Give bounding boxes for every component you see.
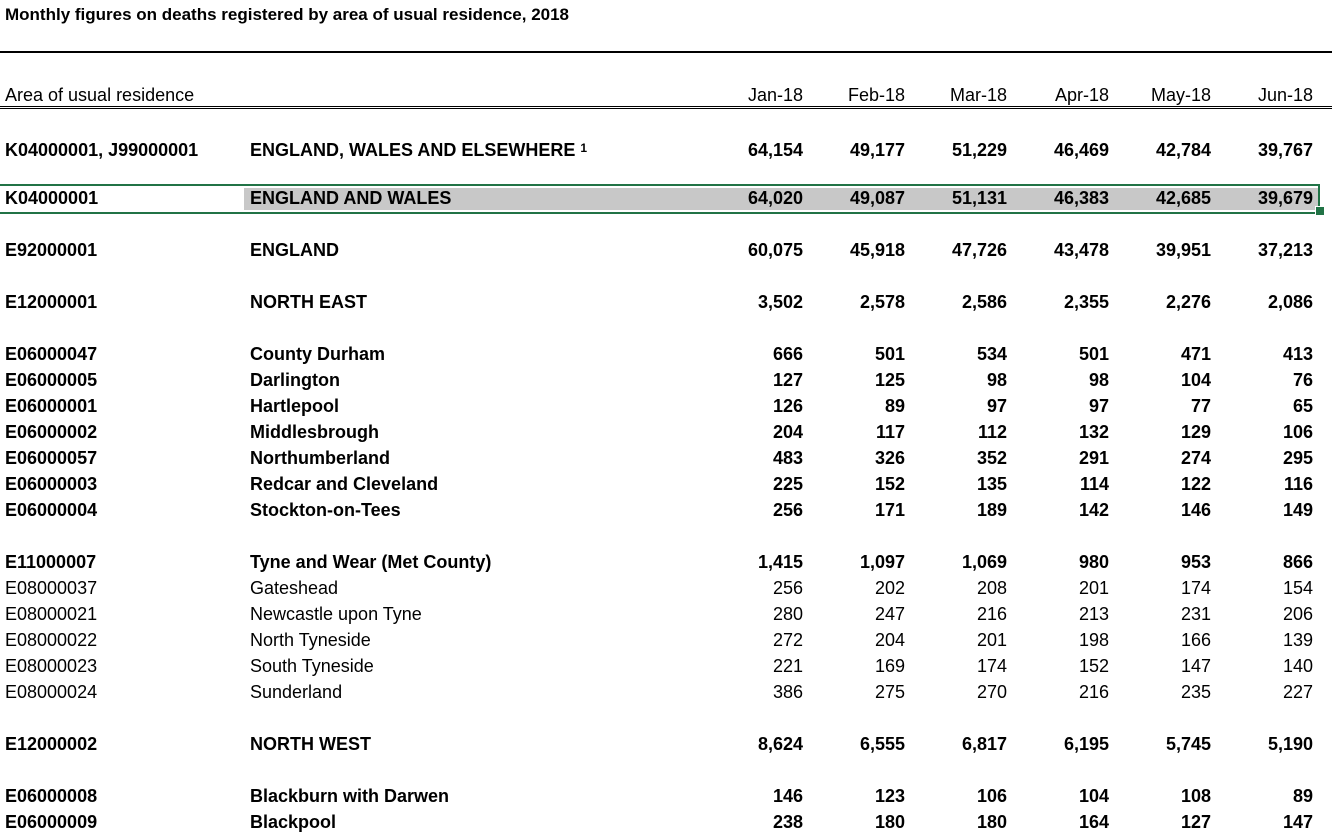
area-name-cell[interactable]: ENGLAND AND WALES [250,188,452,208]
sheet-title: Monthly figures on deaths registered by area of usual residence, 2018 [5,5,570,24]
value-cell[interactable]: 189 [976,500,1007,520]
table-row[interactable] [0,393,1332,419]
value-cell[interactable]: 166 [1180,630,1211,650]
value-cell[interactable]: 49,177 [849,140,905,160]
value-cell[interactable]: 206 [1282,604,1313,624]
area-code-cell[interactable]: E06000004 [5,500,98,520]
area-code-cell[interactable]: E06000002 [5,422,98,442]
area-name-cell[interactable]: Blackburn with Darwen [250,786,450,806]
value-cell[interactable]: 76 [1292,370,1313,390]
value-cell[interactable]: 135 [976,474,1007,494]
area-name-cell[interactable] [250,137,587,165]
value-cell[interactable]: 39,767 [1257,140,1313,160]
value-cell[interactable]: 154 [1282,578,1313,598]
value-cell[interactable]: 117 [875,422,905,442]
value-cell[interactable]: 953 [1180,552,1211,572]
value-cell[interactable]: 139 [1282,630,1313,650]
value-cell[interactable]: 201 [976,630,1007,650]
value-cell[interactable]: 125 [874,370,905,390]
area-name-cell[interactable]: Stockton-on-Tees [250,500,401,520]
value-cell[interactable]: 146 [1180,500,1211,520]
value-cell[interactable]: 97 [986,396,1007,416]
value-cell[interactable]: 146 [772,786,803,806]
area-code-cell[interactable]: E08000024 [5,682,98,702]
value-cell[interactable]: 204 [874,630,905,650]
area-name-text: ENGLAND, WALES AND ELSEWHERE [250,140,576,160]
header-divider [0,106,1332,109]
value-cell[interactable]: 235 [1180,682,1211,702]
value-cell[interactable]: 2,586 [961,292,1007,312]
value-cell[interactable]: 221 [772,656,803,676]
value-cell[interactable]: 122 [1180,474,1211,494]
value-cell[interactable]: 225 [772,474,803,494]
value-cell[interactable]: 1,069 [961,552,1007,572]
area-code-cell[interactable]: E06000005 [5,370,98,390]
value-cell[interactable]: 127 [772,370,803,390]
value-cell[interactable]: 60,075 [747,240,803,260]
value-cell[interactable]: 106 [1282,422,1313,442]
area-code-cell[interactable]: E08000022 [5,630,98,650]
value-cell[interactable]: 275 [874,682,905,702]
value-cell[interactable]: 213 [1078,604,1109,624]
value-cell[interactable]: 227 [1282,682,1313,702]
area-name-cell[interactable]: Newcastle upon Tyne [250,604,422,624]
value-cell[interactable]: 43,478 [1053,240,1109,260]
table-row[interactable] [0,809,1332,835]
value-cell[interactable]: 501 [874,344,905,364]
value-cell[interactable]: 3,502 [757,292,803,312]
value-cell[interactable]: 42,685 [1155,188,1211,208]
value-cell[interactable]: 129 [1180,422,1211,442]
area-name-cell[interactable]: Redcar and Cleveland [250,474,439,494]
value-cell[interactable]: 147 [1282,812,1313,832]
table-row[interactable] [0,783,1332,809]
value-cell[interactable]: 216 [1078,682,1109,702]
value-cell[interactable]: 104 [1078,786,1109,806]
value-cell[interactable]: 45,918 [849,240,905,260]
value-cell[interactable]: 8,624 [757,734,803,754]
value-cell[interactable]: 980 [1078,552,1109,572]
value-cell[interactable]: 180 [874,812,905,832]
value-cell[interactable]: 352 [976,448,1007,468]
value-cell[interactable]: 164 [1078,812,1109,832]
table-row[interactable] [0,367,1332,393]
area-code-cell[interactable]: E06000009 [5,812,98,832]
value-cell[interactable]: 89 [884,396,905,416]
value-cell[interactable]: 201 [1078,578,1109,598]
value-cell[interactable]: 77 [1190,396,1211,416]
table-row[interactable] [0,653,1332,679]
area-name-cell[interactable]: Gateshead [250,578,339,598]
area-code-cell[interactable]: E12000001 [5,292,98,312]
value-cell[interactable]: 1,415 [757,552,803,572]
area-name-cell[interactable]: Sunderland [250,682,343,702]
value-cell[interactable]: 49,087 [849,188,905,208]
value-cell[interactable]: 46,383 [1053,188,1109,208]
area-name-cell[interactable]: Northumberland [250,448,391,468]
value-cell[interactable]: 169 [874,656,905,676]
area-name-cell[interactable]: NORTH EAST [250,292,367,312]
value-cell[interactable]: 231 [1180,604,1211,624]
value-cell[interactable]: 174 [1180,578,1211,598]
value-cell[interactable]: 2,578 [859,292,905,312]
value-cell[interactable]: 5,190 [1267,734,1313,754]
value-cell[interactable]: 180 [976,812,1007,832]
area-code-cell[interactable]: E12000002 [5,734,98,754]
area-code-cell[interactable]: E06000001 [5,396,98,416]
area-code-cell[interactable]: E06000047 [5,344,98,364]
area-name-cell[interactable]: Middlesbrough [250,422,379,442]
value-cell[interactable]: 256 [772,500,803,520]
table-row[interactable] [0,731,1332,757]
value-cell[interactable]: 89 [1292,786,1313,806]
header-month[interactable]: Mar-18 [949,85,1007,105]
value-cell[interactable]: 1,097 [859,552,905,572]
value-cell[interactable]: 39,679 [1257,188,1313,208]
area-name-cell[interactable]: Hartlepool [250,396,340,416]
area-code-cell[interactable]: E11000007 [5,552,97,572]
area-code-cell[interactable]: E06000008 [5,786,98,806]
header-month[interactable]: Apr-18 [1054,85,1109,105]
value-cell[interactable]: 272 [772,630,803,650]
value-cell[interactable]: 98 [1088,370,1109,390]
area-code-cell[interactable]: K04000001, J99000001 [5,140,199,160]
value-cell[interactable]: 5,745 [1165,734,1211,754]
table-row[interactable] [0,549,1332,575]
value-cell[interactable]: 51,229 [951,140,1007,160]
header-area[interactable]: Area of usual residence [5,85,195,105]
value-cell[interactable]: 46,469 [1053,140,1109,160]
area-name-cell[interactable]: Tyne and Wear (Met County) [250,552,492,572]
value-cell[interactable]: 6,555 [859,734,905,754]
area-code-cell[interactable]: E92000001 [5,240,98,260]
area-name-cell[interactable]: North Tyneside [250,630,371,650]
table-row[interactable] [0,497,1332,523]
value-cell[interactable]: 142 [1078,500,1109,520]
value-cell[interactable]: 42,784 [1155,140,1211,160]
value-cell[interactable]: 202 [874,578,905,598]
header-month[interactable]: Jan-18 [747,85,803,105]
table-row[interactable] [0,679,1332,705]
value-cell[interactable]: 108 [1180,786,1211,806]
value-cell[interactable]: 198 [1078,630,1109,650]
fill-handle[interactable] [1315,206,1325,216]
value-cell[interactable]: 152 [874,474,905,494]
value-cell[interactable]: 6,195 [1063,734,1109,754]
value-cell[interactable]: 866 [1282,552,1313,572]
value-cell[interactable]: 64,154 [747,140,803,160]
value-cell[interactable]: 413 [1282,344,1313,364]
selection-border [0,184,1320,214]
area-code-cell[interactable]: E08000021 [5,604,98,624]
value-cell[interactable]: 270 [976,682,1007,702]
value-cell[interactable]: 204 [772,422,803,442]
header-month[interactable]: May-18 [1150,85,1211,105]
footnote-marker: 1 [580,141,588,155]
area-code-cell[interactable]: E08000023 [5,656,98,676]
area-name-cell[interactable]: ENGLAND [250,240,339,260]
value-cell[interactable]: 534 [976,344,1007,364]
value-cell[interactable]: 2,276 [1165,292,1211,312]
table-row[interactable] [0,341,1332,367]
header-month[interactable]: Feb-18 [847,85,905,105]
title-divider [0,51,1332,53]
value-cell[interactable]: 65 [1292,396,1313,416]
value-cell[interactable]: 51,131 [951,188,1007,208]
value-cell[interactable]: 471 [1180,344,1211,364]
area-name-cell[interactable]: Darlington [250,370,340,390]
value-cell[interactable]: 6,817 [961,734,1007,754]
value-cell[interactable]: 126 [772,396,803,416]
value-cell[interactable]: 140 [1282,656,1313,676]
value-cell[interactable]: 39,951 [1155,240,1211,260]
value-cell[interactable]: 97 [1088,396,1109,416]
area-code-cell[interactable]: E06000057 [5,448,98,468]
value-cell[interactable]: 291 [1078,448,1109,468]
value-cell[interactable]: 386 [772,682,803,702]
value-cell[interactable]: 326 [874,448,905,468]
table-row[interactable] [0,627,1332,653]
value-cell[interactable]: 256 [772,578,803,598]
table-row[interactable] [0,575,1332,601]
value-cell[interactable]: 2,086 [1267,292,1313,312]
value-cell[interactable]: 174 [976,656,1007,676]
value-cell[interactable]: 666 [772,344,803,364]
value-cell[interactable]: 216 [976,604,1007,624]
value-cell[interactable]: 238 [772,812,803,832]
value-cell[interactable]: 37,213 [1257,240,1313,260]
table-row[interactable] [0,237,1332,263]
table-row[interactable] [0,289,1332,315]
value-cell[interactable]: 295 [1282,448,1313,468]
value-cell[interactable]: 208 [976,578,1007,598]
value-cell[interactable]: 64,020 [747,188,803,208]
value-cell[interactable]: 112 [977,422,1007,442]
value-cell[interactable]: 127 [1180,812,1211,832]
table-row[interactable] [0,471,1332,497]
value-cell[interactable]: 149 [1282,500,1313,520]
value-cell[interactable]: 501 [1078,344,1109,364]
area-name-cell[interactable]: NORTH WEST [250,734,371,754]
value-cell[interactable]: 132 [1078,422,1109,442]
area-name-cell[interactable]: Blackpool [250,812,337,832]
table-row[interactable] [0,137,1332,163]
value-cell[interactable]: 2,355 [1063,292,1109,312]
value-cell[interactable]: 98 [986,370,1007,390]
value-cell[interactable]: 247 [874,604,905,624]
area-code-cell[interactable]: E08000037 [5,578,98,598]
value-cell[interactable]: 147 [1180,656,1211,676]
table-row[interactable] [0,419,1332,445]
column-header-row [0,83,1332,107]
value-cell[interactable]: 116 [1283,474,1313,494]
header-month[interactable]: Jun-18 [1257,85,1313,105]
value-cell[interactable]: 106 [976,786,1007,806]
area-code-cell[interactable]: K04000001 [5,188,99,208]
value-cell[interactable]: 123 [874,786,905,806]
value-cell[interactable]: 280 [772,604,803,624]
value-cell[interactable]: 152 [1078,656,1109,676]
value-cell[interactable]: 274 [1180,448,1211,468]
value-cell[interactable]: 104 [1180,370,1211,390]
value-cell[interactable]: 483 [772,448,803,468]
value-cell[interactable]: 171 [874,500,905,520]
table-row[interactable] [0,445,1332,471]
area-name-cell[interactable]: County Durham [250,344,385,364]
value-cell[interactable]: 47,726 [951,240,1007,260]
area-code-cell[interactable]: E06000003 [5,474,98,494]
area-name-cell[interactable]: South Tyneside [250,656,374,676]
table-row[interactable] [0,601,1332,627]
value-cell[interactable]: 114 [1079,474,1109,494]
